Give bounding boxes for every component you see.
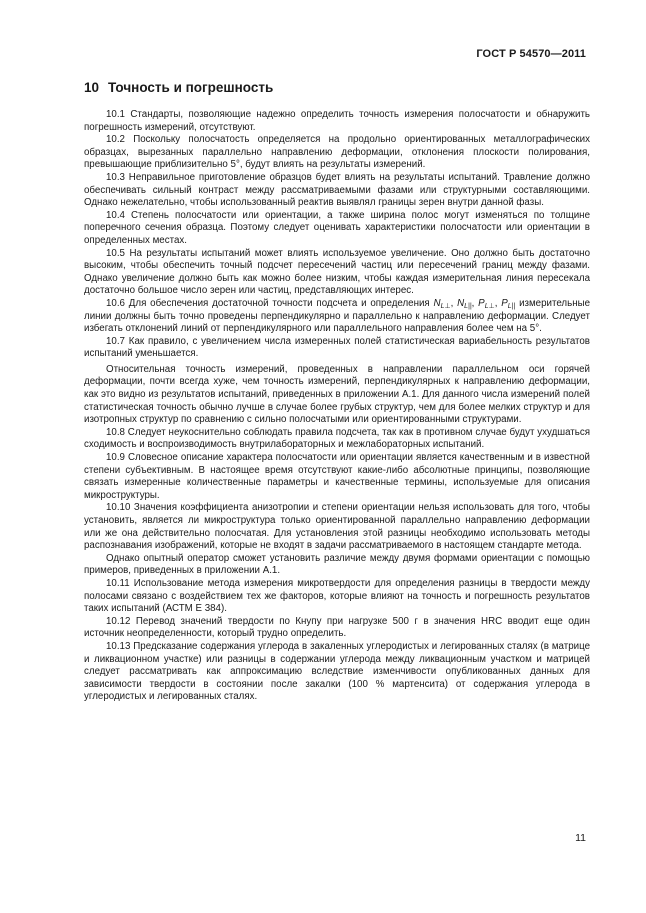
paragraph-10-7-continued: Относительная точность измерений, проведенных в направлении параллельном оси горячей деформации, почти всегда хуже, чем точность измерений, перпендикулярных к направлению деформации, как это видно из результатов испытаний, приведенных в приложении А.1. Для данного числа измерений полей статистическая точность обычно лучше в случае более грубых структур, чем для более мелких структур и для изотропных структур по сравнению с сильно полосчатыми или ориентированными структурами. xyxy=(84,363,590,426)
paragraph-10-9: 10.9 Словесное описание характера полосчатости или ориентации является качественным и в известной степени субъективным. В настоящее время отсутствуют какие-либо абсолютные принципы, позволяющие связать измеренные количественные параметры и качественные термины, используемые для описания микроструктуры. xyxy=(84,452,590,501)
symbol-n-par: $N_{L||}$ xyxy=(457,297,472,310)
paragraph-10-13: 10.13 Предсказание содержания углерода в закаленных углеродистых и легированных сталях (в матрице и ликвационном участке) или разницы в содержании углерода между ликвационным участком и матрицей следует рассматривать как аппроксимацию вследствие изменчивости опубликованных данных для зависимости твердости в состоянии после закалки (100 % мартенсита) от содержания углерода в углеродистых и легированных сталях. xyxy=(84,640,590,703)
paragraph-10-7: 10.7 Как правило, с увеличением числа измеренных полей статистическая вариабельность результатов испытаний уменьшается. xyxy=(84,335,590,360)
paragraph-10-3: 10.3 Неправильное приготовление образцов будет влиять на результаты испытаний. Травление должно обеспечивать сильный контраст между рассматриваемыми фазами или структурными составляющими. Однако нежелательно, чтобы использованный реактив выявлял границы зерен внутри данной фазы. xyxy=(84,171,590,209)
paragraph-10-12: 10.12 Перевод значений твердости по Кнупу при нагрузке 500 г в значения HRC вводит еще один источник неопределенности, который трудно определить. xyxy=(84,615,590,640)
symbol-p-par: $P_{L||}$ xyxy=(501,297,516,310)
paragraph-10-8: 10.8 Следует неукоснительно соблюдать правила подсчета, так как в противном случае будут ухудшаться сходимость и воспроизводимость внутрилабораторных и межлабораторных испытаний. xyxy=(84,426,590,451)
paragraph-10-10-continued: Однако опытный оператор сможет установить различие между двумя формами ориентации с помощью примеров, приведенных в приложении А.1. xyxy=(84,552,590,577)
paragraph-10-11: 10.11 Использование метода измерения микротвердости для определения разницы в твердости между полосами связано с воздействием тех же факторов, которые влияют на точность и погрешность результатов таких испытаний (АСТМ Е 384). xyxy=(84,577,590,615)
paragraph-10-6-lead: 10.6 Для обеспечения достаточной точности подсчета и определения xyxy=(106,297,430,309)
paragraph-10-4: 10.4 Степень полосчатости или ориентации, а также ширина полос могут изменяться по толщине поперечного сечения образца. Поэтому следует оценивать характеристики полосчатости или ориентации в определенных местах. xyxy=(84,209,590,246)
body-text xyxy=(84,109,590,704)
standard-header: ГОСТ Р 54570—2011 xyxy=(476,48,586,60)
paragraph-10-1: 10.1 Стандарты, позволяющие надежно определить точность измерения полосчатости и обнаружить погрешность измерений, отсутствуют. xyxy=(84,109,590,133)
paragraph-10-2: 10.2 Поскольку полосчатость определяется на продольно ориентированных металлографических образцах, вырезанных параллельно направлению деформации, отклонения плоскости полирования, превышающие приблизительно 5°, будут влиять на результаты измерений. xyxy=(84,134,590,171)
symbol-p-perp: $P_{L\perp}$ xyxy=(478,297,495,310)
paragraph-10-10: 10.10 Значения коэффициента анизотропии и степени ориентации нельзя использовать для того, чтобы установить, является ли микроструктура только ориентированной параллельно направлению деформации или же она действительно полосчатая. Для установления этой разницы необходимо использовать методы распознавания изображений, которые не входят в задачи рассматриваемого в настоящем стандарте метода. xyxy=(84,502,590,552)
paragraph-10-5: 10.5 На результаты испытаний может влиять используемое увеличение. Оно должно быть достаточно высоким, чтобы обеспечить точный подсчет пересечений частиц или пересечений границ между фазами. Однако увеличение должно быть как можно более низким, чтобы каждая измерительная линия пересекала достаточно большое число зерен или частиц, представляющих интерес. xyxy=(84,247,590,297)
section-title-text: Точность и погрешность xyxy=(108,80,274,95)
page-number: 11 xyxy=(575,832,586,844)
section-title xyxy=(84,80,273,95)
paragraph-10-6: 10.6 Для обеспечения достаточной точности подсчета и определения $N_{L\perp}$, $N_{L||}$, $P_{L\perp}$, $P_{L||}$ измерительные линии должны быть точно проведены перпендикулярно и параллельно к направлению деформации. Следует избегать отклонений линий от перпендикулярного или параллельного направления более чем на 5°. xyxy=(84,297,591,335)
symbol-n-perp: $N_{L\perp}$ xyxy=(433,297,451,310)
section-number: 10 xyxy=(84,80,100,95)
paragraph-10-6-rest: измерительные линии должны быть точно проведены перпендикулярно и параллельно к направлению деформации. Следует избегать отклонений линий от перпендикулярного или параллельного направления более чем на 5°. xyxy=(84,297,591,335)
